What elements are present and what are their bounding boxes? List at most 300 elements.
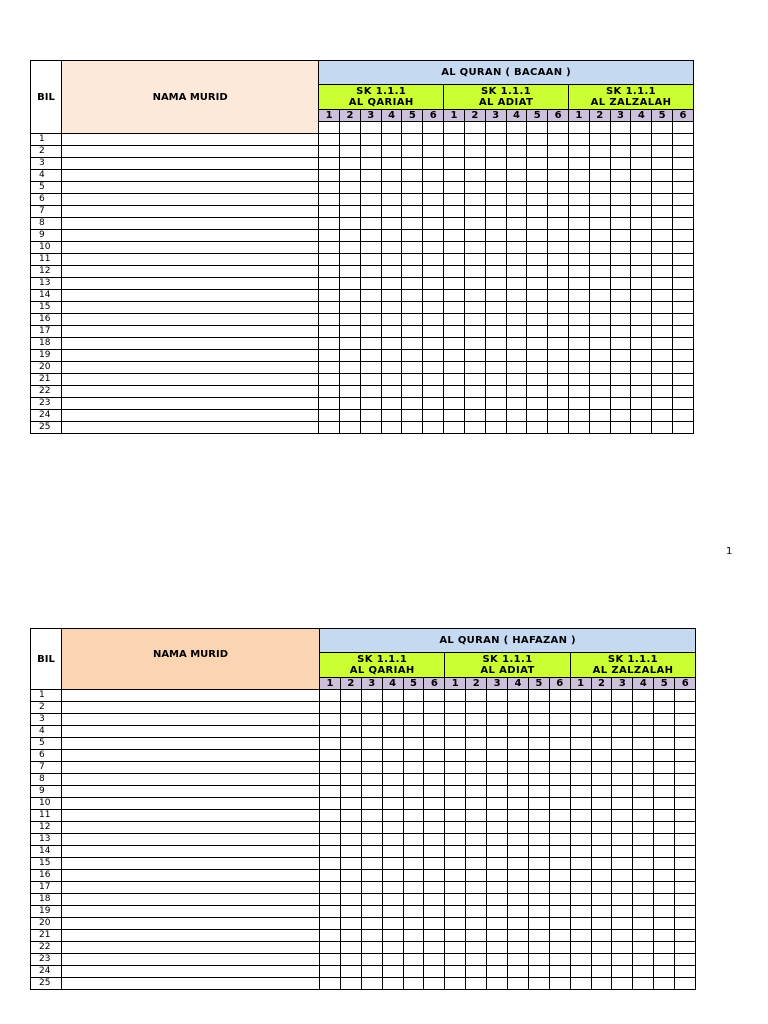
student-name-cell[interactable] — [62, 822, 320, 834]
score-cell[interactable] — [320, 930, 341, 942]
score-cell[interactable] — [320, 762, 341, 774]
score-cell[interactable] — [360, 302, 381, 314]
score-cell[interactable] — [589, 158, 610, 170]
score-cell[interactable] — [612, 798, 633, 810]
score-cell[interactable] — [485, 146, 506, 158]
score-cell[interactable] — [633, 918, 654, 930]
score-cell[interactable] — [487, 882, 508, 894]
student-name-cell[interactable] — [62, 954, 320, 966]
score-cell[interactable] — [464, 218, 485, 230]
score-cell[interactable] — [361, 834, 382, 846]
score-cell[interactable] — [633, 858, 654, 870]
score-cell[interactable] — [464, 278, 485, 290]
score-cell[interactable] — [320, 918, 341, 930]
score-cell[interactable] — [402, 338, 423, 350]
score-cell[interactable] — [464, 302, 485, 314]
score-cell[interactable] — [487, 942, 508, 954]
score-cell[interactable] — [506, 314, 527, 326]
student-name-cell[interactable] — [62, 774, 320, 786]
score-cell[interactable] — [652, 290, 673, 302]
score-cell[interactable] — [381, 302, 402, 314]
score-cell[interactable] — [652, 326, 673, 338]
score-cell[interactable] — [673, 218, 694, 230]
score-cell[interactable] — [319, 350, 340, 362]
score-cell[interactable] — [485, 326, 506, 338]
score-cell[interactable] — [568, 134, 589, 146]
score-cell[interactable] — [589, 254, 610, 266]
score-cell[interactable] — [382, 870, 403, 882]
score-cell[interactable] — [381, 254, 402, 266]
score-cell[interactable] — [568, 314, 589, 326]
score-cell[interactable] — [382, 942, 403, 954]
score-cell[interactable] — [548, 134, 569, 146]
score-cell[interactable] — [610, 302, 631, 314]
score-cell[interactable] — [424, 894, 445, 906]
score-cell[interactable] — [589, 350, 610, 362]
score-cell[interactable] — [675, 750, 696, 762]
score-cell[interactable] — [506, 242, 527, 254]
score-cell[interactable] — [549, 870, 570, 882]
score-cell[interactable] — [508, 894, 529, 906]
score-cell[interactable] — [445, 762, 466, 774]
score-cell[interactable] — [444, 254, 465, 266]
score-cell[interactable] — [549, 726, 570, 738]
student-name-cell[interactable] — [62, 882, 320, 894]
score-cell[interactable] — [654, 966, 675, 978]
score-cell[interactable] — [591, 702, 612, 714]
score-cell[interactable] — [466, 762, 487, 774]
score-cell[interactable] — [402, 410, 423, 422]
score-cell[interactable] — [527, 302, 548, 314]
score-cell[interactable] — [673, 158, 694, 170]
score-cell[interactable] — [402, 398, 423, 410]
score-cell[interactable] — [549, 774, 570, 786]
score-cell[interactable] — [487, 870, 508, 882]
score-cell[interactable] — [612, 870, 633, 882]
score-cell[interactable] — [548, 242, 569, 254]
score-cell[interactable] — [675, 834, 696, 846]
score-cell[interactable] — [382, 750, 403, 762]
score-cell[interactable] — [487, 834, 508, 846]
score-cell[interactable] — [652, 362, 673, 374]
score-cell[interactable] — [445, 750, 466, 762]
score-cell[interactable] — [360, 182, 381, 194]
score-cell[interactable] — [549, 702, 570, 714]
score-cell[interactable] — [445, 690, 466, 702]
score-cell[interactable] — [633, 750, 654, 762]
score-cell[interactable] — [610, 326, 631, 338]
score-cell[interactable] — [654, 942, 675, 954]
score-cell[interactable] — [527, 266, 548, 278]
score-cell[interactable] — [485, 350, 506, 362]
score-cell[interactable] — [424, 714, 445, 726]
score-cell[interactable] — [466, 918, 487, 930]
score-cell[interactable] — [464, 146, 485, 158]
score-cell[interactable] — [610, 146, 631, 158]
score-cell[interactable] — [487, 690, 508, 702]
score-cell[interactable] — [445, 846, 466, 858]
score-cell[interactable] — [527, 362, 548, 374]
score-cell[interactable] — [527, 410, 548, 422]
score-cell[interactable] — [340, 230, 361, 242]
score-cell[interactable] — [487, 750, 508, 762]
score-cell[interactable] — [610, 242, 631, 254]
score-cell[interactable] — [424, 846, 445, 858]
score-cell[interactable] — [403, 918, 424, 930]
score-cell[interactable] — [652, 206, 673, 218]
score-cell[interactable] — [402, 374, 423, 386]
student-name-cell[interactable] — [62, 338, 319, 350]
score-cell[interactable] — [506, 278, 527, 290]
score-cell[interactable] — [654, 714, 675, 726]
score-cell[interactable] — [654, 738, 675, 750]
score-cell[interactable] — [381, 290, 402, 302]
score-cell[interactable] — [508, 726, 529, 738]
student-name-cell[interactable] — [62, 362, 319, 374]
score-cell[interactable] — [528, 714, 549, 726]
score-cell[interactable] — [485, 290, 506, 302]
score-cell[interactable] — [464, 410, 485, 422]
score-cell[interactable] — [633, 810, 654, 822]
score-cell[interactable] — [464, 242, 485, 254]
score-cell[interactable] — [360, 398, 381, 410]
score-cell[interactable] — [381, 314, 402, 326]
score-cell[interactable] — [340, 834, 361, 846]
score-cell[interactable] — [360, 218, 381, 230]
score-cell[interactable] — [528, 786, 549, 798]
score-cell[interactable] — [382, 786, 403, 798]
score-cell[interactable] — [568, 218, 589, 230]
score-cell[interactable] — [568, 206, 589, 218]
score-cell[interactable] — [320, 810, 341, 822]
score-cell[interactable] — [548, 254, 569, 266]
score-cell[interactable] — [340, 314, 361, 326]
score-cell[interactable] — [444, 134, 465, 146]
score-cell[interactable] — [612, 822, 633, 834]
score-cell[interactable] — [361, 870, 382, 882]
score-cell[interactable] — [508, 918, 529, 930]
score-cell[interactable] — [487, 726, 508, 738]
score-cell[interactable] — [654, 894, 675, 906]
score-cell[interactable] — [612, 942, 633, 954]
score-cell[interactable] — [445, 894, 466, 906]
score-cell[interactable] — [591, 942, 612, 954]
score-cell[interactable] — [402, 170, 423, 182]
score-cell[interactable] — [528, 726, 549, 738]
score-cell[interactable] — [506, 218, 527, 230]
score-cell[interactable] — [360, 278, 381, 290]
score-cell[interactable] — [506, 146, 527, 158]
score-cell[interactable] — [320, 978, 341, 990]
score-cell[interactable] — [423, 350, 444, 362]
score-cell[interactable] — [444, 362, 465, 374]
score-cell[interactable] — [570, 750, 591, 762]
student-name-cell[interactable] — [62, 422, 319, 434]
score-cell[interactable] — [549, 738, 570, 750]
score-cell[interactable] — [673, 254, 694, 266]
student-name-cell[interactable] — [62, 726, 320, 738]
score-cell[interactable] — [528, 978, 549, 990]
score-cell[interactable] — [382, 930, 403, 942]
score-cell[interactable] — [654, 702, 675, 714]
score-cell[interactable] — [633, 822, 654, 834]
score-cell[interactable] — [548, 218, 569, 230]
score-cell[interactable] — [464, 182, 485, 194]
student-name-cell[interactable] — [62, 218, 319, 230]
score-cell[interactable] — [568, 290, 589, 302]
score-cell[interactable] — [568, 170, 589, 182]
score-cell[interactable] — [652, 266, 673, 278]
score-cell[interactable] — [444, 338, 465, 350]
score-cell[interactable] — [673, 326, 694, 338]
score-cell[interactable] — [675, 690, 696, 702]
score-cell[interactable] — [485, 266, 506, 278]
score-cell[interactable] — [444, 170, 465, 182]
score-cell[interactable] — [360, 194, 381, 206]
score-cell[interactable] — [612, 774, 633, 786]
score-cell[interactable] — [361, 930, 382, 942]
score-cell[interactable] — [568, 182, 589, 194]
score-cell[interactable] — [485, 410, 506, 422]
score-cell[interactable] — [485, 314, 506, 326]
score-cell[interactable] — [403, 882, 424, 894]
score-cell[interactable] — [487, 966, 508, 978]
score-cell[interactable] — [382, 810, 403, 822]
score-cell[interactable] — [548, 302, 569, 314]
score-cell[interactable] — [612, 918, 633, 930]
score-cell[interactable] — [381, 350, 402, 362]
score-cell[interactable] — [466, 810, 487, 822]
score-cell[interactable] — [612, 714, 633, 726]
score-cell[interactable] — [527, 350, 548, 362]
score-cell[interactable] — [445, 702, 466, 714]
score-cell[interactable] — [464, 230, 485, 242]
score-cell[interactable] — [360, 170, 381, 182]
score-cell[interactable] — [631, 170, 652, 182]
student-name-cell[interactable] — [62, 858, 320, 870]
score-cell[interactable] — [361, 894, 382, 906]
score-cell[interactable] — [464, 194, 485, 206]
score-cell[interactable] — [528, 954, 549, 966]
score-cell[interactable] — [444, 290, 465, 302]
score-cell[interactable] — [633, 834, 654, 846]
score-cell[interactable] — [319, 254, 340, 266]
score-cell[interactable] — [589, 194, 610, 206]
score-cell[interactable] — [464, 374, 485, 386]
score-cell[interactable] — [631, 134, 652, 146]
score-cell[interactable] — [340, 870, 361, 882]
score-cell[interactable] — [402, 182, 423, 194]
score-cell[interactable] — [631, 206, 652, 218]
score-cell[interactable] — [652, 218, 673, 230]
score-cell[interactable] — [403, 810, 424, 822]
score-cell[interactable] — [631, 386, 652, 398]
score-cell[interactable] — [675, 918, 696, 930]
score-cell[interactable] — [361, 858, 382, 870]
score-cell[interactable] — [424, 954, 445, 966]
score-cell[interactable] — [528, 882, 549, 894]
score-cell[interactable] — [319, 134, 340, 146]
score-cell[interactable] — [591, 906, 612, 918]
score-cell[interactable] — [568, 158, 589, 170]
score-cell[interactable] — [610, 194, 631, 206]
score-cell[interactable] — [589, 146, 610, 158]
score-cell[interactable] — [340, 350, 361, 362]
score-cell[interactable] — [320, 786, 341, 798]
score-cell[interactable] — [610, 338, 631, 350]
score-cell[interactable] — [506, 290, 527, 302]
score-cell[interactable] — [631, 266, 652, 278]
score-cell[interactable] — [360, 422, 381, 434]
score-cell[interactable] — [319, 410, 340, 422]
score-cell[interactable] — [381, 374, 402, 386]
score-cell[interactable] — [340, 738, 361, 750]
score-cell[interactable] — [340, 182, 361, 194]
score-cell[interactable] — [403, 930, 424, 942]
score-cell[interactable] — [360, 350, 381, 362]
score-cell[interactable] — [485, 182, 506, 194]
score-cell[interactable] — [340, 954, 361, 966]
score-cell[interactable] — [508, 798, 529, 810]
score-cell[interactable] — [631, 290, 652, 302]
score-cell[interactable] — [508, 954, 529, 966]
score-cell[interactable] — [444, 242, 465, 254]
score-cell[interactable] — [508, 786, 529, 798]
score-cell[interactable] — [527, 386, 548, 398]
score-cell[interactable] — [320, 954, 341, 966]
score-cell[interactable] — [340, 338, 361, 350]
student-name-cell[interactable] — [62, 410, 319, 422]
student-name-cell[interactable] — [62, 942, 320, 954]
score-cell[interactable] — [568, 230, 589, 242]
score-cell[interactable] — [673, 146, 694, 158]
score-cell[interactable] — [487, 954, 508, 966]
score-cell[interactable] — [466, 978, 487, 990]
score-cell[interactable] — [361, 942, 382, 954]
score-cell[interactable] — [568, 374, 589, 386]
score-cell[interactable] — [445, 882, 466, 894]
score-cell[interactable] — [610, 230, 631, 242]
score-cell[interactable] — [506, 158, 527, 170]
score-cell[interactable] — [403, 966, 424, 978]
score-cell[interactable] — [423, 242, 444, 254]
score-cell[interactable] — [570, 702, 591, 714]
score-cell[interactable] — [610, 350, 631, 362]
score-cell[interactable] — [320, 846, 341, 858]
score-cell[interactable] — [506, 374, 527, 386]
score-cell[interactable] — [589, 290, 610, 302]
score-cell[interactable] — [568, 278, 589, 290]
student-name-cell[interactable] — [62, 290, 319, 302]
score-cell[interactable] — [423, 170, 444, 182]
score-cell[interactable] — [675, 978, 696, 990]
score-cell[interactable] — [423, 362, 444, 374]
score-cell[interactable] — [652, 398, 673, 410]
score-cell[interactable] — [320, 702, 341, 714]
score-cell[interactable] — [381, 242, 402, 254]
score-cell[interactable] — [319, 290, 340, 302]
score-cell[interactable] — [548, 158, 569, 170]
score-cell[interactable] — [527, 422, 548, 434]
score-cell[interactable] — [631, 194, 652, 206]
score-cell[interactable] — [633, 906, 654, 918]
score-cell[interactable] — [424, 966, 445, 978]
score-cell[interactable] — [548, 206, 569, 218]
score-cell[interactable] — [673, 386, 694, 398]
student-name-cell[interactable] — [62, 906, 320, 918]
score-cell[interactable] — [675, 930, 696, 942]
score-cell[interactable] — [631, 350, 652, 362]
score-cell[interactable] — [444, 398, 465, 410]
student-name-cell[interactable] — [62, 230, 319, 242]
score-cell[interactable] — [612, 954, 633, 966]
score-cell[interactable] — [591, 894, 612, 906]
score-cell[interactable] — [508, 834, 529, 846]
score-cell[interactable] — [340, 690, 361, 702]
score-cell[interactable] — [444, 386, 465, 398]
student-name-cell[interactable] — [62, 314, 319, 326]
score-cell[interactable] — [673, 290, 694, 302]
score-cell[interactable] — [340, 386, 361, 398]
score-cell[interactable] — [445, 798, 466, 810]
score-cell[interactable] — [423, 218, 444, 230]
score-cell[interactable] — [631, 314, 652, 326]
score-cell[interactable] — [528, 702, 549, 714]
score-cell[interactable] — [673, 230, 694, 242]
score-cell[interactable] — [382, 798, 403, 810]
score-cell[interactable] — [528, 738, 549, 750]
score-cell[interactable] — [340, 930, 361, 942]
score-cell[interactable] — [361, 726, 382, 738]
score-cell[interactable] — [652, 170, 673, 182]
score-cell[interactable] — [340, 290, 361, 302]
score-cell[interactable] — [360, 290, 381, 302]
score-cell[interactable] — [340, 146, 361, 158]
score-cell[interactable] — [506, 326, 527, 338]
score-cell[interactable] — [360, 326, 381, 338]
score-cell[interactable] — [485, 170, 506, 182]
score-cell[interactable] — [506, 206, 527, 218]
score-cell[interactable] — [319, 326, 340, 338]
score-cell[interactable] — [320, 882, 341, 894]
score-cell[interactable] — [673, 194, 694, 206]
score-cell[interactable] — [361, 978, 382, 990]
score-cell[interactable] — [527, 254, 548, 266]
score-cell[interactable] — [382, 858, 403, 870]
score-cell[interactable] — [631, 302, 652, 314]
score-cell[interactable] — [403, 702, 424, 714]
score-cell[interactable] — [360, 266, 381, 278]
score-cell[interactable] — [528, 930, 549, 942]
score-cell[interactable] — [485, 398, 506, 410]
score-cell[interactable] — [423, 386, 444, 398]
score-cell[interactable] — [340, 858, 361, 870]
score-cell[interactable] — [403, 750, 424, 762]
score-cell[interactable] — [382, 918, 403, 930]
score-cell[interactable] — [319, 170, 340, 182]
score-cell[interactable] — [610, 134, 631, 146]
score-cell[interactable] — [591, 858, 612, 870]
score-cell[interactable] — [402, 314, 423, 326]
score-cell[interactable] — [589, 326, 610, 338]
score-cell[interactable] — [654, 798, 675, 810]
score-cell[interactable] — [423, 206, 444, 218]
score-cell[interactable] — [591, 822, 612, 834]
score-cell[interactable] — [549, 882, 570, 894]
score-cell[interactable] — [675, 702, 696, 714]
score-cell[interactable] — [361, 846, 382, 858]
score-cell[interactable] — [466, 870, 487, 882]
